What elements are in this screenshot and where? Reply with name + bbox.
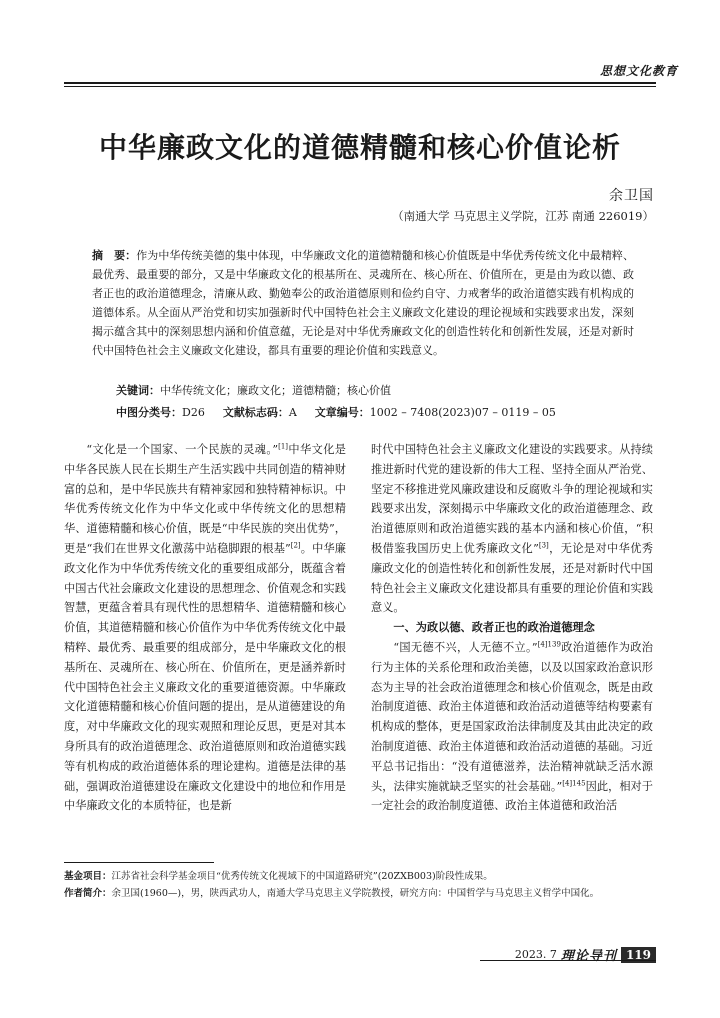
funding-text: 江苏省社会科学基金项目“优秀传统文化视域下的中国道路研究”(20ZXB003)阶段性成果。 xyxy=(111,871,493,882)
doc-code-label: 文献标志码： xyxy=(222,406,289,419)
funding-label: 基金项目： xyxy=(64,871,112,882)
body-text: ，无论是对中华优秀廉政文化的创造性转化和创新性发展，还是对新时代中国特色社会主义廉政文化建设都具有重要的理论价值和实践意义。 xyxy=(371,541,653,615)
citation: [2] xyxy=(290,541,301,550)
citation: [1] xyxy=(278,442,289,451)
article-id-label: 文章编号： xyxy=(314,406,370,419)
clc-value: D26 xyxy=(182,406,205,419)
article-id-value: 1002 – 7408(2023)07 – 0119 – 05 xyxy=(369,406,556,419)
journal-name: 理论导刊 xyxy=(560,949,617,964)
footnote-author xyxy=(64,885,656,902)
body-column-right xyxy=(371,440,653,816)
citation: [4]145 xyxy=(562,778,586,787)
body-text: 政治道德作为政治行为主体的关系伦理和政治美德，以及以国家政治意识形态为主导的社会政治道德理念和核心价值观念，既是由政治制度道德、政治主体道德和政治活动道德等结构要素有机构成的整体，更是国家政治法律制度及其由此决定的政治制度道德、政治主体道德和政治活动道德的基础。习近平总书记指出：“没有道德滋养，法治精神就缺乏活水源头，法律实施就缺乏坚实的社会基础。” xyxy=(371,640,653,793)
body-text: 因此，相对于一定社会的政治制度道德、政治主体道德和政治活 xyxy=(371,779,653,813)
body-text: 时代中国特色社会主义廉政文化建设的实践要求。从持续推进新时代党的建设新的伟大工程、坚持全面从严治党、坚定不移推进党风廉政建设和反腐败斗争的理论视域和实践要求出发，深刻揭示中华廉政文化的政治道德理念、政治道德原则和政治道德实践的基本内涵和核心价值，“积极借鉴我国历史上优秀廉政文化” xyxy=(371,443,653,555)
citation: [3] xyxy=(538,541,549,550)
body-paragraph xyxy=(371,440,653,618)
body-paragraph xyxy=(64,440,346,816)
classification-line xyxy=(116,404,556,420)
keywords-text: 中华传统文化；廉政文化；道德精髓；核心价值 xyxy=(160,384,391,397)
author-info-label: 作者简介： xyxy=(64,888,112,899)
section-heading: 一、为政以德、政者正也的政治道德理念 xyxy=(393,621,595,635)
doc-code-value: A xyxy=(288,406,297,419)
clc-label: 中图分类号： xyxy=(116,406,182,419)
citation: [4]139 xyxy=(537,640,561,649)
page-number: 119 xyxy=(621,947,656,963)
page-footer xyxy=(515,945,656,964)
body-text: 中华文化是中华各民族人民在长期生产生活实践中共同创造的精神财富的总和，是中华民族共有精神家园和独特精神标识。中华优秀传统文化作为中华文化或中华传统文化的思想精华、道德精髓和核心价值，既是“中华民族的突出优势”，更是“我们在世界文化激荡中站稳脚跟的根基” xyxy=(64,443,346,555)
header-section-title: 思想文化教育 xyxy=(600,64,679,78)
header-rule-thin xyxy=(64,86,656,87)
keywords-label: 关键词： xyxy=(116,384,160,397)
author-info-text: 余卫国(1960—)，男，陕西武功人，南通大学马克思主义学院教授，研究方向：中国哲学与马克思主义哲学中国化。 xyxy=(111,888,600,899)
body-column-left xyxy=(64,440,346,816)
body-paragraph xyxy=(371,638,653,816)
abstract-text: 作为中华传统美德的集中体现，中华廉政文化的道德精髓和核心价值既是中华优秀传统文化中最精粹、最优秀、最重要的部分，又是中华廉政文化的根基所在、灵魂所在、核心所在、价值所在，更是由为政以德、政者正也的政治道德理念，清廉从政、勤勉奉公的政治道德原则和俭约自守、力戒奢华的政治道德实践有机构成的道德体系。从全面从严治党和切实加强新时代中国特色社会主义廉政文化建设的理论视域和实践要求出发，深刻揭示蕴含其中的深刻思想内涵和价值意蕴，无论是对中华优秀廉政文化的创造性转化和创新性发展，还是对新时代中国特色社会主义廉政文化建设，都具有重要的理论价值和实践意义。 xyxy=(92,249,634,357)
header-rule xyxy=(64,82,656,84)
issue-number: 2023. 7 xyxy=(514,948,557,961)
body-text: 。中华廉政文化作为中华优秀传统文化的重要组成部分，既蕴含着中国古代社会廉政文化建设的思想理念、价值观念和实践智慧，更蕴含着具有现代性的思想精华、道德精髓和核心价值，其道德精髓和核心价值作为中华优秀传统文化中最精粹、最优秀、最重要的组成部分，是中华廉政文化的根基所在、灵魂所在、核心所在、价值所在，更是涵养新时代中国特色社会主义廉政文化的重要道德资源。中华廉政文化道德精髓和核心价值问题的提出，是从道德建设的角度，对中华廉政文化的现实观照和理论反思，更是对其本身所具有的政治道德理念、政治道德原则和政治道德实践等有机构成的政治道德体系的理论建构。道德是法律的基础，强调政治道德建设在廉政文化建设中的地位和作用是中华廉政文化的本质特征，也是新 xyxy=(64,541,346,813)
abstract-label: 摘 要： xyxy=(92,249,137,262)
keywords xyxy=(116,382,391,398)
abstract xyxy=(92,246,634,360)
body-text: “国无德不兴，人无德不立。” xyxy=(393,640,538,654)
footer-rule xyxy=(480,960,656,961)
author-affiliation: （南通大学 马克思主义学院，江苏 南通 226019） xyxy=(392,209,654,223)
author-name: 余卫国 xyxy=(609,188,654,204)
footnote-funding xyxy=(64,868,656,885)
article-title: 中华廉政文化的道德精髓和核心价值论析 xyxy=(98,131,621,164)
footnote-rule xyxy=(64,862,214,863)
body-text: “文化是一个国家、一个民族的灵魂。” xyxy=(86,443,279,456)
